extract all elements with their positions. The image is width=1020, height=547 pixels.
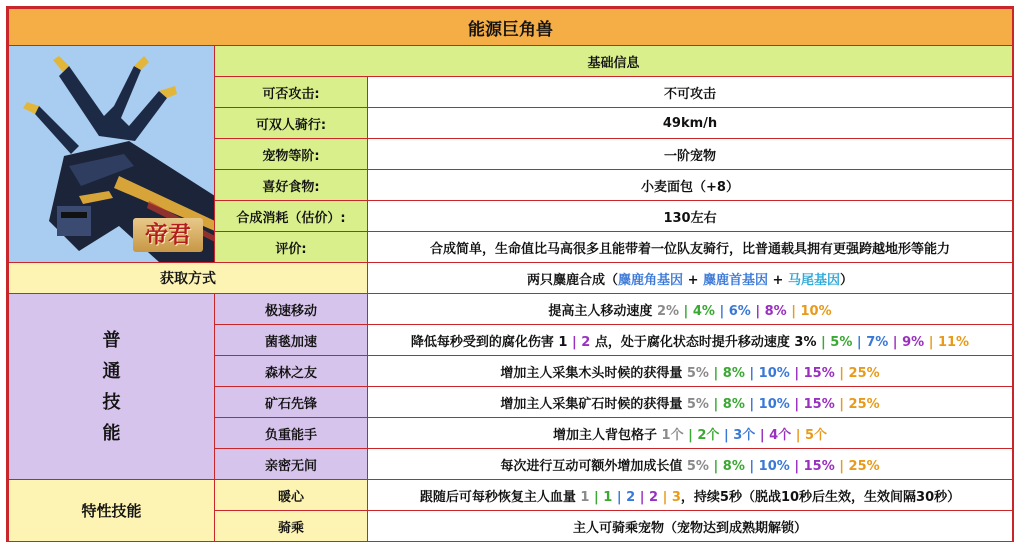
- skill-desc-speed: 提高主人移动速度 2% | 4% | 6% | 8% | 10%: [368, 294, 1013, 325]
- lvl-4: 15%: [803, 365, 835, 381]
- ride-value: 49km/h: [368, 108, 1013, 139]
- skill-desc-text: 增加主人背包格子: [552, 427, 657, 443]
- lvl-1: 1个: [661, 427, 684, 443]
- lvl-1: 2%: [656, 303, 680, 319]
- pet-info-table: [6, 6, 1014, 542]
- obtain-label: 获取方式: [9, 263, 368, 294]
- lvl-2: 2个: [697, 427, 720, 443]
- skill-desc-forest: 增加主人采集木头时候的获得量 5% | 8% | 10% | 15% | 25%: [368, 356, 1013, 387]
- extra-level: 2: [581, 334, 591, 350]
- lvl-5: 3: [671, 489, 681, 505]
- normal-skills-label: [9, 294, 215, 480]
- ride-label: 可双人骑行:: [215, 108, 368, 139]
- skill-name-carry: 负重能手: [215, 418, 368, 449]
- lvl-5: 5个: [804, 427, 828, 443]
- attack-label: 可否攻击:: [215, 77, 368, 108]
- skill-desc-carry: 增加主人背包格子 1个 | 2个 | 3个 | 4个 | 5个: [368, 418, 1013, 449]
- normal-char-1: 普: [102, 329, 121, 351]
- normal-char-2: 通: [102, 360, 121, 382]
- obtain-value: [368, 263, 1013, 294]
- lvl-5: 11%: [937, 334, 970, 350]
- lvl-3: 3个: [733, 427, 756, 443]
- lvl-5: 25%: [848, 458, 880, 474]
- review-label: 评价:: [215, 232, 368, 263]
- lvl-3: 10%: [758, 365, 790, 381]
- gene-antler: 麋鹿角基因: [618, 272, 684, 288]
- cost-value: 130左右: [368, 201, 1013, 232]
- tier-label: 宠物等阶:: [215, 139, 368, 170]
- trait-skills-label: 特性技能: [9, 480, 215, 542]
- skill-desc-text: 跟随后可每秒恢复主人血量: [419, 489, 576, 505]
- review-value: 合成简单，生命值比马高很多且能带着一位队友骑行，比普通载具拥有更强跨越地形等能力: [368, 232, 1013, 263]
- skill-desc-warm: 跟随后可每秒恢复主人血量 1 | 1 | 2 | 2 | 3，持续5秒（脱战10秒后生效，生效间隔30秒）: [368, 480, 1013, 511]
- lvl-2: 5%: [830, 334, 853, 350]
- normal-char-3: 技: [102, 391, 121, 413]
- skill-desc-text: 增加主人采集木头时候的获得量: [500, 365, 683, 381]
- tier-value: 一阶宠物: [368, 139, 1013, 170]
- obtain-prefix: 两只麋鹿合成（: [527, 272, 619, 288]
- food-label: 喜好食物:: [215, 170, 368, 201]
- lvl-3: 10%: [758, 396, 790, 412]
- lvl-4: 9%: [902, 334, 925, 350]
- lvl-1: 1: [580, 489, 590, 505]
- skill-name-speed: 极速移动: [215, 294, 368, 325]
- lvl-2: 8%: [722, 458, 745, 474]
- skill-desc-text-2: 点，处于腐化状态时提升移动速度 3%: [594, 334, 817, 350]
- skill-name-intimate: 亲密无间: [215, 449, 368, 480]
- pet-portrait: [9, 46, 215, 263]
- lvl-3: 10%: [758, 458, 790, 474]
- skill-desc-text: 增加主人采集矿石时候的获得量: [500, 396, 683, 412]
- lvl-4: 8%: [764, 303, 787, 319]
- rank-badge-text: 帝君: [145, 222, 191, 248]
- lvl-2: 1: [603, 489, 613, 505]
- skill-name-fungal: 菌毯加速: [215, 325, 368, 356]
- lvl-5: 25%: [848, 365, 880, 381]
- lvl-2: 4%: [692, 303, 715, 319]
- lvl-2: 8%: [722, 365, 745, 381]
- skill-desc-text: 每次进行互动可额外增加成长值: [500, 458, 683, 474]
- lvl-3: 6%: [728, 303, 751, 319]
- lvl-3: 7%: [866, 334, 889, 350]
- skill-desc-intimate: 每次进行互动可额外增加成长值 5% | 8% | 10% | 15% | 25%: [368, 449, 1013, 480]
- lvl-1: 5%: [686, 458, 709, 474]
- pet-title: 能源巨角兽: [9, 9, 1013, 46]
- skill-desc-ore: 增加主人采集矿石时候的获得量 5% | 8% | 10% | 15% | 25%: [368, 387, 1013, 418]
- normal-char-4: 能: [102, 422, 121, 444]
- skill-desc-mount: 主人可骑乘宠物（宠物达到成熟期解锁）: [368, 511, 1013, 542]
- skill-name-mount: 骑乘: [215, 511, 368, 542]
- lvl-4: 2: [649, 489, 659, 505]
- skill-name-forest: 森林之友: [215, 356, 368, 387]
- lvl-5: 10%: [800, 303, 832, 319]
- lvl-2: 8%: [722, 396, 745, 412]
- skill-name-warm: 暖心: [215, 480, 368, 511]
- attack-value: 不可攻击: [368, 77, 1013, 108]
- gene-head: 麋鹿首基因: [703, 272, 769, 288]
- skill-desc-tail: ，持续5秒（脱战10秒后生效，生效间隔30秒）: [680, 489, 961, 505]
- lvl-4: 15%: [803, 458, 835, 474]
- info-grid: [8, 8, 1013, 542]
- obtain-suffix: ）: [839, 272, 853, 288]
- skill-name-ore: 矿石先锋: [215, 387, 368, 418]
- food-value: 小麦面包（+8）: [368, 170, 1013, 201]
- lvl-1: 5%: [686, 365, 709, 381]
- skill-desc-text: 提高主人移动速度: [548, 303, 653, 319]
- lvl-3: 2: [626, 489, 636, 505]
- lvl-5: 25%: [848, 396, 880, 412]
- plus-2: +: [768, 272, 788, 288]
- plus-1: +: [683, 272, 703, 288]
- lvl-4: 15%: [803, 396, 835, 412]
- cost-label: 合成消耗（估价）:: [215, 201, 368, 232]
- skill-desc-fungal: 降低每秒受到的腐化伤害 1 | 2 点，处于腐化状态时提升移动速度 3% | 5% | 7% | 9% | 11%: [368, 325, 1013, 356]
- rank-badge: [133, 218, 203, 252]
- basic-info-header: 基础信息: [215, 46, 1013, 77]
- skill-desc-text: 降低每秒受到的腐化伤害 1: [410, 334, 568, 350]
- lvl-1: 5%: [686, 396, 709, 412]
- gene-tail: 马尾基因: [787, 272, 840, 288]
- lvl-4: 4个: [769, 427, 792, 443]
